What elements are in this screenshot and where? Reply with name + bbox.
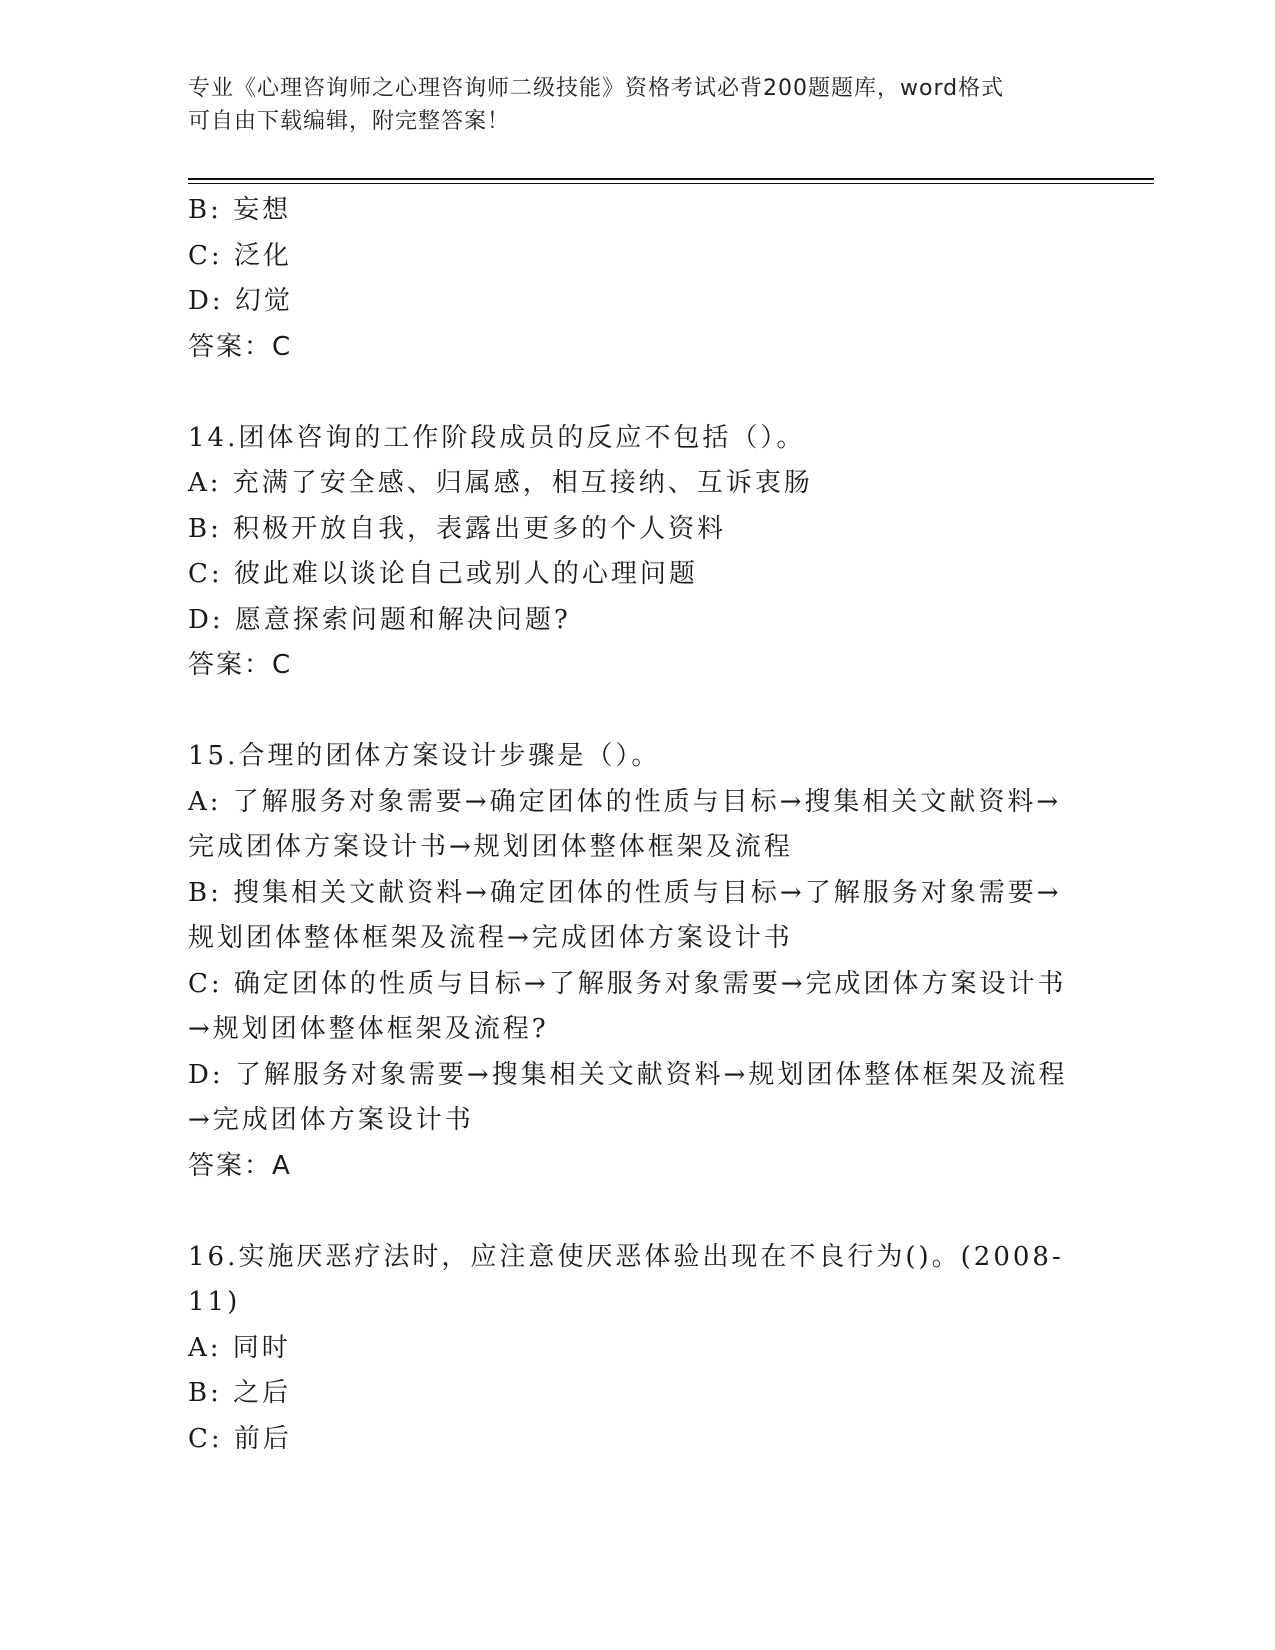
question-15-block	[188, 734, 1088, 1189]
spacer	[188, 370, 1088, 416]
q15-option-c-line-2: →规划团体整体框架及流程?	[188, 1014, 549, 1044]
q15-option-d-line-1: D: 了解服务对象需要→搜集相关文献资料→规划团体整体框架及流程	[188, 1059, 1068, 1090]
q15-answer: 答案：A	[188, 1150, 292, 1181]
q14-option-d: D: 愿意探索问题和解决问题?	[188, 604, 571, 635]
question-16-block	[188, 1235, 1088, 1463]
page-header	[188, 72, 1068, 138]
q15-option-a-line-1: A: 了解服务对象需要→确定团体的性质与目标→搜集相关文献资料→	[188, 786, 1062, 817]
q13-answer: 答案：C	[188, 331, 293, 362]
q16-question-line-2: 11)	[188, 1287, 241, 1317]
q14-option-c: C: 彼此难以谈论自己或别人的心理问题	[188, 559, 698, 589]
q13-option-b: B: 妄想	[188, 195, 292, 225]
q14-question: 14.团体咨询的工作阶段成员的反应不包括（）。	[188, 422, 806, 453]
q16-question-line-1: 16.实施厌恶疗法时，应注意使厌恶体验出现在不良行为()。(2008-	[188, 1241, 1064, 1272]
header-divider-thin	[188, 183, 1154, 184]
header-title-line-2: 可自由下载编辑，附完整答案！	[188, 109, 511, 134]
q16-option-a: A: 同时	[188, 1332, 291, 1363]
spacer	[188, 689, 1088, 735]
q16-option-b: B: 之后	[188, 1378, 292, 1408]
q15-option-b-line-1: B: 搜集相关文献资料→确定团体的性质与目标→了解服务对象需要→	[188, 877, 1062, 908]
q15-question: 15.合理的团体方案设计步骤是（）。	[188, 741, 661, 771]
spacer	[188, 1189, 1088, 1235]
document-body	[188, 188, 1088, 1462]
q16-option-c: C: 前后	[188, 1423, 292, 1454]
q14-answer: 答案：C	[188, 650, 293, 680]
header-divider-thick	[188, 178, 1154, 180]
q15-option-a-line-2: 完成团体方案设计书→规划团体整体框架及流程	[188, 832, 793, 862]
question-14-block	[188, 416, 1088, 689]
header-title-line-1: 专业《心理咨询师之心理咨询师二级技能》资格考试必背200题题库，word格式	[188, 76, 1005, 101]
q13-option-d: D: 幻觉	[188, 286, 293, 316]
q15-option-b-line-2: 规划团体整体框架及流程→完成团体方案设计书	[188, 923, 793, 953]
q15-option-d-line-2: →完成团体方案设计书	[188, 1105, 474, 1135]
q14-option-b: B: 积极开放自我，表露出更多的个人资料	[188, 513, 727, 544]
q15-option-c-line-1: C: 确定团体的性质与目标→了解服务对象需要→完成团体方案设计书	[188, 968, 1067, 999]
q14-option-a: A: 充满了安全感、归属感，相互接纳、互诉衷肠	[188, 468, 813, 498]
question-13-block	[188, 188, 1088, 370]
q13-option-c: C: 泛化	[188, 240, 292, 271]
